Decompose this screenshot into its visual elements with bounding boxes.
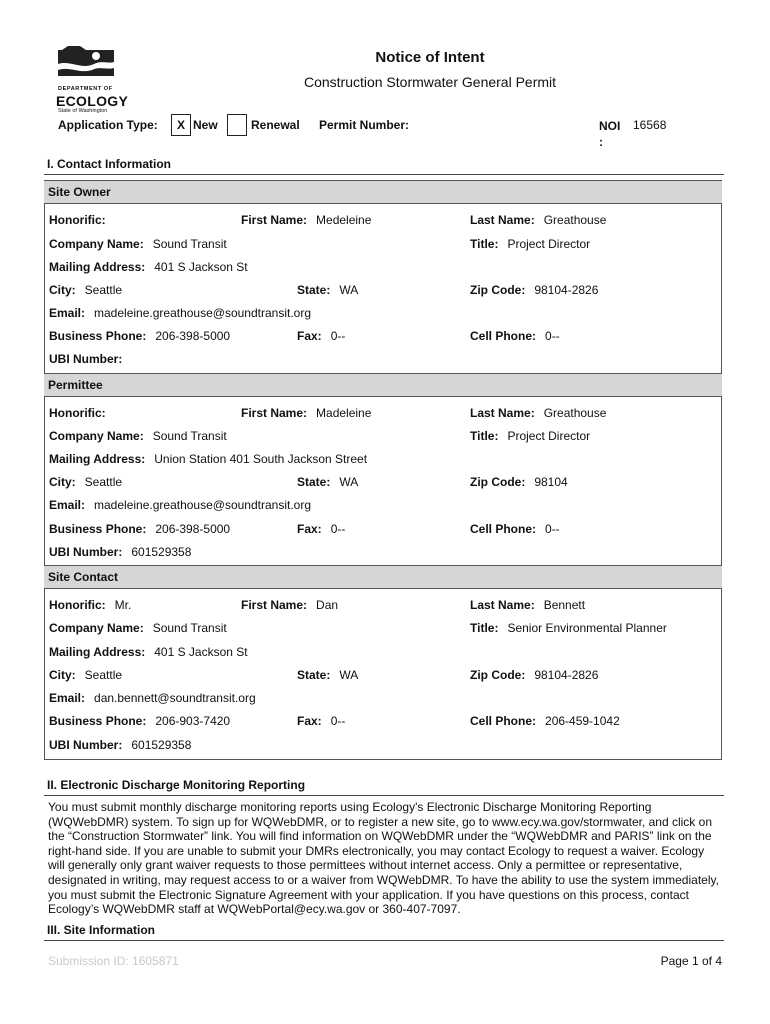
page-title: Notice of Intent <box>375 49 485 66</box>
site-owner-first-name: First Name: Medeleine <box>241 213 372 227</box>
site-information-heading: III. Site Information <box>47 923 156 937</box>
logo-state-text: State of Washington <box>58 108 108 114</box>
permittee-company: Company Name: Sound Transit <box>49 429 227 443</box>
permittee-title: Title: Project Director <box>470 429 591 443</box>
permittee-ubi: UBI Number: 601529358 <box>49 545 192 559</box>
site-contact-state: State: WA <box>297 668 359 682</box>
section2-rule <box>44 795 724 796</box>
site-contact-mailing: Mailing Address: 401 S Jackson St <box>49 645 248 659</box>
site-owner-zip: Zip Code: 98104-2826 <box>470 283 599 297</box>
site-owner-heading: Site Owner <box>48 185 111 199</box>
site-owner-cell: Cell Phone: 0-- <box>470 329 560 343</box>
site-contact-heading: Site Contact <box>48 570 119 584</box>
new-label: New <box>193 118 218 132</box>
noi-value: 16568 <box>633 118 667 132</box>
site-contact-title: Title: Senior Environmental Planner <box>470 621 667 635</box>
permittee-first-name: First Name: Madeleine <box>241 406 372 420</box>
edmr-paragraph: You must submit monthly discharge monitoring reports using Ecology's Electronic Discharge Monitoring Reporting (WQWebDMR) system. To sign up for WQWebDMR, or to register a new site, go to www.ecy.wa.gov/stormwater, and click on the “Construction Stormwater” link. You will find information on WQWebDMR under the “WQWebDMR and PARIS” link on the right-hand side. If you are unable to submit your DMRs electronically, you may contact Ecology to request a waiver. Ecology will generally only grant waiver requests to those permittees without internet access. Only a permittee or representative, designated in writing, may request access to or a waiver from WQWebDMR. To have the ability to use the system immediately, you must submit the Electronic Signature Agreement with your application. If you have questions on this process, contact Ecology’s WQWebDMR staff at WQWebPortal@ecy.wa.gov or 360-407-7097. <box>48 800 719 917</box>
edmr-heading: II. Electronic Discharge Monitoring Reporting <box>47 778 306 792</box>
section1-rule <box>44 174 724 175</box>
page-number: Page 1 of 4 <box>660 954 722 968</box>
permit-number-label: Permit Number: <box>319 118 410 132</box>
permittee-band <box>44 373 722 397</box>
permittee-honorific: Honorific: <box>49 406 106 420</box>
site-contact-band <box>44 565 722 589</box>
renewal-label: Renewal <box>251 118 300 132</box>
permittee-state: State: WA <box>297 475 359 489</box>
site-contact-honorific: Honorific: Mr. <box>49 598 132 612</box>
contact-information-heading: I. Contact Information <box>47 157 171 171</box>
site-contact-first-name: First Name: Dan <box>241 598 339 612</box>
site-contact-zip: Zip Code: 98104-2826 <box>470 668 599 682</box>
site-contact-email: Email: dan.bennett@soundtransit.org <box>49 691 256 705</box>
site-owner-title: Title: Project Director <box>470 237 591 251</box>
site-owner-ubi: UBI Number: <box>49 352 123 366</box>
site-owner-phone: Business Phone: 206-398-5000 <box>49 329 231 343</box>
site-contact-city: City: Seattle <box>49 668 123 682</box>
site-contact-last-name: Last Name: Bennett <box>470 598 586 612</box>
site-owner-mailing: Mailing Address: 401 S Jackson St <box>49 260 248 274</box>
site-contact-fax: Fax: 0-- <box>297 714 346 728</box>
site-contact-ubi: UBI Number: 601529358 <box>49 738 192 752</box>
renewal-checkbox[interactable] <box>227 114 247 136</box>
application-type-label: Application Type: <box>58 118 158 132</box>
permittee-phone: Business Phone: 206-398-5000 <box>49 522 231 536</box>
site-contact-cell: Cell Phone: 206-459-1042 <box>470 714 620 728</box>
noi-label: NOI : <box>599 119 621 149</box>
new-checkbox[interactable]: X <box>171 114 191 136</box>
site-owner-city: City: Seattle <box>49 283 123 297</box>
page-subtitle: Construction Stormwater General Permit <box>303 74 557 90</box>
permittee-last-name: Last Name: Greathouse <box>470 406 607 420</box>
logo-department-text: DEPARTMENT OF <box>58 86 113 92</box>
permittee-email: Email: madeleine.greathouse@soundtransit.org <box>49 498 311 512</box>
permittee-fax: Fax: 0-- <box>297 522 346 536</box>
site-owner-band <box>44 180 722 204</box>
site-contact-company: Company Name: Sound Transit <box>49 621 227 635</box>
site-owner-state: State: WA <box>297 283 359 297</box>
logo-ecology-text: ECOLOGY <box>56 93 129 109</box>
permittee-heading: Permittee <box>48 378 103 392</box>
permittee-zip: Zip Code: 98104 <box>470 475 568 489</box>
section3-rule <box>44 940 724 941</box>
permittee-mailing: Mailing Address: Union Station 401 South Jackson Street <box>49 452 368 466</box>
permittee-city: City: Seattle <box>49 475 123 489</box>
site-owner-company: Company Name: Sound Transit <box>49 237 227 251</box>
site-owner-honorific: Honorific: <box>49 213 106 227</box>
site-owner-last-name: Last Name: Greathouse <box>470 213 607 227</box>
site-owner-fax: Fax: 0-- <box>297 329 346 343</box>
site-owner-email: Email: madeleine.greathouse@soundtransit.org <box>49 306 311 320</box>
permittee-cell: Cell Phone: 0-- <box>470 522 560 536</box>
site-contact-phone: Business Phone: 206-903-7420 <box>49 714 231 728</box>
submission-id: Submission ID: 1605871 <box>48 954 179 968</box>
